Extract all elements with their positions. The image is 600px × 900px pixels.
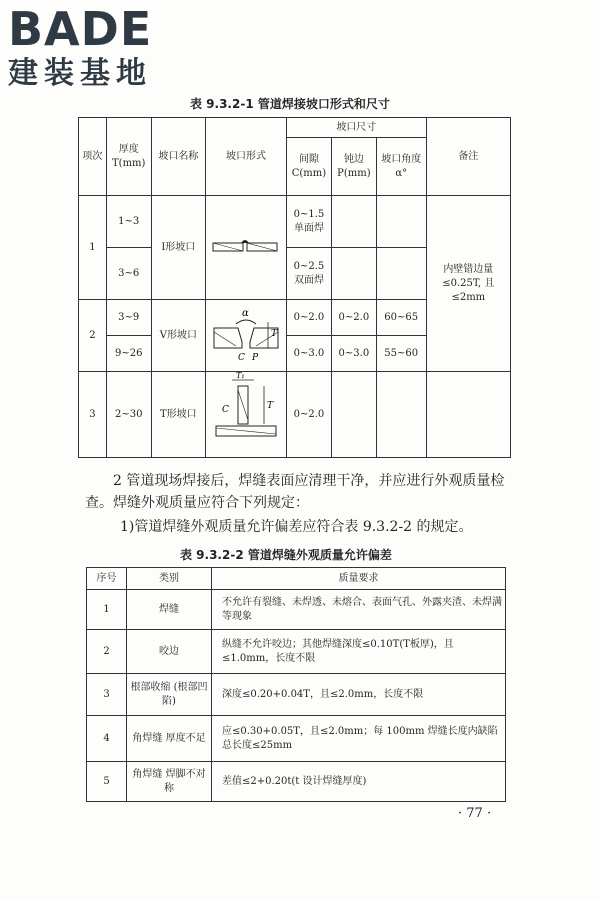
- row1-root-b: [331, 248, 376, 300]
- row1-angle-a: [376, 196, 426, 248]
- table1-caption: 表 9.3.2-1 管道焊接坡口形式和尺寸: [190, 97, 390, 111]
- row2-thickness-b: 9~26: [106, 336, 151, 372]
- c-label: C: [238, 353, 245, 363]
- row1-angle-b: [376, 248, 426, 300]
- weld-quality-table: [86, 567, 506, 802]
- row2-root-b: 0~3.0: [331, 336, 376, 372]
- row3-angle: [376, 372, 426, 458]
- row1-gap-a: 0~1.5 单面焊: [287, 196, 332, 248]
- row1-thickness-b: 3~6: [106, 248, 151, 300]
- logo: [8, 4, 152, 92]
- t2-row5-no: 5: [87, 762, 127, 802]
- row3-name: T形坡口: [151, 372, 205, 458]
- header-remarks: 备注: [426, 118, 510, 196]
- alpha-label: α: [242, 308, 249, 319]
- row1-thickness-a: 1~3: [106, 196, 151, 248]
- row2-angle-a: 60~65: [376, 300, 426, 336]
- t2-row3-category: 根部收缩 (根部凹陷): [127, 674, 212, 716]
- row1-name: I形坡口: [151, 196, 205, 300]
- page-number: · 77 ·: [458, 806, 492, 821]
- row3-no: 3: [79, 372, 107, 458]
- t2-row2-requirement: 纵缝不允许咬边；其他焊缝深度≤0.10T(T板厚)，且≤1.0mm，长度不限: [212, 630, 506, 674]
- t2-row4-requirement: 应≤0.30+0.05T，且≤2.0mm；每 100mm 焊缝长度内缺陷总长度≤25mm: [212, 716, 506, 762]
- row3-root: [331, 372, 376, 458]
- t2-row1-no: 1: [87, 590, 127, 630]
- row2-no: 2: [79, 300, 107, 372]
- header-thickness: 厚度 T(mm): [106, 118, 151, 196]
- header-groove-size: 坡口尺寸: [287, 118, 427, 138]
- row1-root-a: [331, 196, 376, 248]
- header-category: 类别: [127, 568, 212, 590]
- groove-table: [78, 117, 511, 458]
- row2-angle-b: 55~60: [376, 336, 426, 372]
- row1-no: 1: [79, 196, 107, 300]
- table2-caption: 表 9.3.2-2 管道焊缝外观质量允许偏差: [180, 548, 392, 562]
- t2-row4-category: 角焊缝 厚度不足: [127, 716, 212, 762]
- row3-remark: [426, 372, 510, 458]
- t-label-t: T: [267, 401, 274, 411]
- i-groove-diagram: [206, 196, 287, 300]
- header-item: 项次: [79, 118, 107, 196]
- row2-thickness-a: 3~9: [106, 300, 151, 336]
- t2-row4-no: 4: [87, 716, 127, 762]
- header-root-face: 钝边 P(mm): [331, 138, 376, 196]
- t2-row3-requirement: 深度≤0.20+0.04T，且≤2.0mm，长度不限: [212, 674, 506, 716]
- header-no: 序号: [87, 568, 127, 590]
- row2-name: V形坡口: [151, 300, 205, 372]
- t-groove-diagram: [206, 372, 287, 458]
- header-angle: 坡口角度 α°: [376, 138, 426, 196]
- t1-label: T₁: [236, 372, 245, 380]
- p-label: P: [252, 353, 259, 363]
- c-label-t: C: [222, 405, 229, 415]
- header-requirement: 质量要求: [212, 568, 506, 590]
- header-groove-name: 坡口名称: [151, 118, 205, 196]
- paragraph-1: 2 管道现场焊接后，焊缝表面应清理干净，并应进行外观质量检查。焊缝外观质量应符合下列规定：: [85, 473, 505, 511]
- remark-cell: 内壁错边量 ≤0.25T, 且≤2mm: [426, 196, 510, 372]
- t2-row2-category: 咬边: [127, 630, 212, 674]
- row2-root-a: 0~2.0: [331, 300, 376, 336]
- v-groove-diagram: [206, 300, 287, 372]
- row1-gap-b: 0~2.5 双面焊: [287, 248, 332, 300]
- t2-row1-category: 焊缝: [127, 590, 212, 630]
- row3-gap: 0~2.0: [287, 372, 332, 458]
- header-gap: 间隙 C(mm): [287, 138, 332, 196]
- row3-thickness: 2~30: [106, 372, 151, 458]
- t2-row5-requirement: 差值≤2+0.20t(t 设计焊缝厚度): [212, 762, 506, 802]
- row2-gap-a: 0~2.0: [287, 300, 332, 336]
- t2-row3-no: 3: [87, 674, 127, 716]
- logo-wordmark: BADE: [8, 2, 153, 56]
- t-label: T: [271, 329, 278, 339]
- logo-subtitle: 建装基地: [8, 56, 152, 91]
- header-groove-form: 坡口形式: [206, 118, 287, 196]
- t2-row1-requirement: 不允许有裂缝、未焊透、未熔合、表面气孔、外露夹渣、未焊满等现象: [212, 590, 506, 630]
- paragraph-2: 1)管道焊缝外观质量允许偏差应符合表 9.3.2-2 的规定。: [120, 519, 473, 535]
- t2-row5-category: 角焊缝 焊脚不对称: [127, 762, 212, 802]
- t2-row2-no: 2: [87, 630, 127, 674]
- row2-gap-b: 0~3.0: [287, 336, 332, 372]
